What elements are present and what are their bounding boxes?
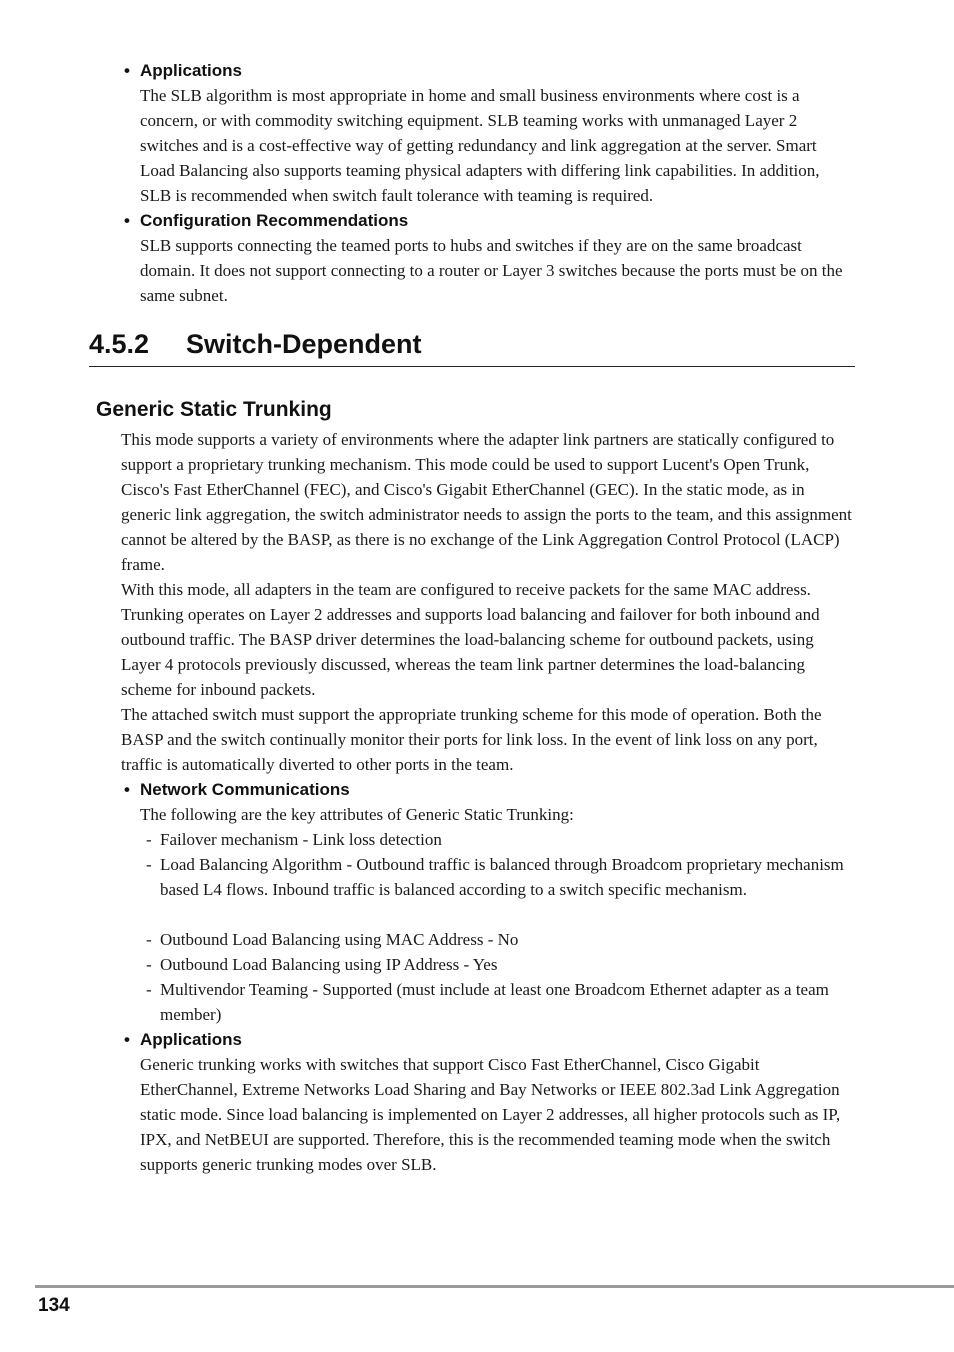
gst-heading: Generic Static Trunking	[96, 398, 332, 421]
gst-paragraph-2: With this mode, all adapters in the team are configured to receive packets for the same MAC address. Trunking operates on Layer 2 addresses and supports load balancing and failover for both inbound and outbound traffic. The BASP driver determines the load-balancing scheme for outbound packets, using Layer 4 protocols previously discussed, whereas the team link partner determines the load-balancing scheme for inbound packets.	[121, 580, 820, 699]
section-title: Switch-Dependent	[186, 329, 422, 359]
attribute-item	[146, 852, 846, 902]
gst-netcomm-heading	[124, 777, 350, 802]
attribute-text: Outbound Load Balancing using MAC Address - No	[160, 930, 519, 949]
attribute-item	[146, 927, 846, 952]
attribute-text: Multivendor Teaming - Supported (must include at least one Broadcom Ethernet adapter as a team member)	[160, 980, 829, 1024]
gst-netcomm-intro: The following are the key attributes of Generic Static Trunking:	[140, 805, 574, 824]
gst-netcomm-heading-text: Network Communications	[140, 780, 350, 799]
dash-marker: -	[146, 830, 152, 849]
gst-applications-heading	[124, 1027, 242, 1052]
slb-config-heading-text: Configuration Recommendations	[140, 211, 409, 230]
dash-marker: -	[146, 955, 152, 974]
section-heading-rule	[89, 366, 855, 367]
dash-marker: -	[146, 855, 152, 874]
section-number: 4.5.2	[89, 329, 150, 359]
attribute-item	[146, 827, 846, 852]
bullet-icon: •	[124, 1030, 130, 1049]
gst-paragraph-3: The attached switch must support the appropriate trunking scheme for this mode of operation. Both the BASP and the switch continually monitor their ports for link loss. In the event of link loss on any port, traffic is automatically diverted to other ports in the team.	[121, 705, 822, 774]
attribute-item	[146, 952, 846, 977]
slb-applications-text: The SLB algorithm is most appropriate in home and small business environments where cost is a concern, or with commodity switching equipment. SLB teaming works with unmanaged Layer 2 switches and is a cost-effective way of getting redundancy and link aggregation at the server. Smart Load Balancing also supports teaming physical adapters with differing link capabilities. In addition, SLB is recommended when switch fault tolerance with teaming is required.	[140, 86, 820, 205]
dash-marker: -	[146, 980, 152, 999]
bullet-icon: •	[124, 211, 130, 230]
bullet-icon: •	[124, 61, 130, 80]
bullet-icon: •	[124, 780, 130, 799]
attribute-item	[146, 977, 846, 1027]
dash-marker: -	[146, 930, 152, 949]
attribute-text: Failover mechanism - Link loss detection	[160, 830, 442, 849]
slb-config-heading	[124, 208, 408, 233]
attribute-text: Load Balancing Algorithm - Outbound traffic is balanced through Broadcom proprietary mechanism based L4 flows. Inbound traffic is balanced according to a switch specific mechanism.	[160, 855, 844, 899]
attribute-text: Outbound Load Balancing using IP Address - Yes	[160, 955, 498, 974]
gst-paragraph-1: This mode supports a variety of environments where the adapter link partners are statically configured to support a proprietary trunking mechanism. This mode could be used to support Lucent's Open Trunk, Cisco's Fast EtherChannel (FEC), and Cisco's Gigabit EtherChannel (GEC). In the static mode, as in generic link aggregation, the switch administrator needs to assign the ports to the team, and this assignment cannot be altered by the BASP, as there is no exchange of the Link Aggregation Control Protocol (LACP) frame.	[121, 430, 852, 574]
gst-applications-heading-text: Applications	[140, 1030, 243, 1049]
section-heading	[89, 326, 422, 362]
slb-applications-heading	[124, 58, 242, 83]
gst-applications-text: Generic trunking works with switches that support Cisco Fast EtherChannel, Cisco Gigabit EtherChannel, Extreme Networks Load Sharing and Bay Networks or IEEE 802.3ad Link Aggregation static mode. Since load balancing is implemented on Layer 2 addresses, all higher protocols such as IP, IPX, and NetBEUI are supported. Therefore, this is the recommended teaming mode when the switch supports generic trunking modes over SLB.	[140, 1055, 841, 1174]
slb-config-text: SLB supports connecting the teamed ports to hubs and switches if they are on the same broadcast domain. It does not support connecting to a router or Layer 3 switches because the ports must be on the same subnet.	[140, 236, 843, 305]
slb-applications-heading-text: Applications	[140, 61, 243, 80]
page-number: 134	[38, 1295, 70, 1316]
footer-rule	[35, 1285, 954, 1288]
